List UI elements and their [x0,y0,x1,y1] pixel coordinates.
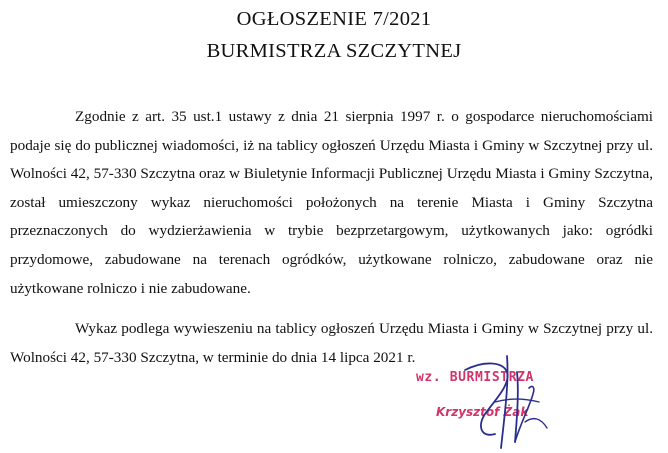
announcement-body [10,103,653,372]
handwritten-signature [455,352,565,452]
stamp-title: wz. BURMISTRZA [416,370,534,385]
document-title: OGŁOSZENIE 7/2021 [236,8,432,30]
paragraph-main: Zgodnie z art. 35 ust.1 ustawy z dnia 21 sierpnia 1997 r. o gospodarce nieruchomościami podaje się do publicznej wiadomości, iż na tablicy ogłoszeń Urzędu Miasta i Gminy w Szczytnej przy ul. Wolności 42, 57-330 Szczytna oraz w Biuletynie Informacji Publicznej Urzędu Miasta i Gminy Szczytna, został umieszczony wykaz nieruchomości położonych na terenie Miasta i Gminy Szczytna przeznaczonych do wydzierżawienia w trybie bezprzetargowym, użytkowanych jako: ogródki przydomowe, zabudowane na terenach ogródków, użytkowane rolniczo, zabudowane oraz nie użytkowane rolniczo i nie zabudowane. [10,108,653,297]
document-subtitle: BURMISTRZA SZCZYTNEJ [206,40,462,62]
stamp-name: Krzysztof Żak [436,405,529,419]
paragraph-deadline: Wykaz podlega wywieszeniu na tablicy ogłoszeń Urzędu Miasta i Gminy w Szczytnej przy ul. Wolności 42, 57-330 Szczytna, w terminie do dnia 14 lipca 2021 r. [10,320,653,366]
